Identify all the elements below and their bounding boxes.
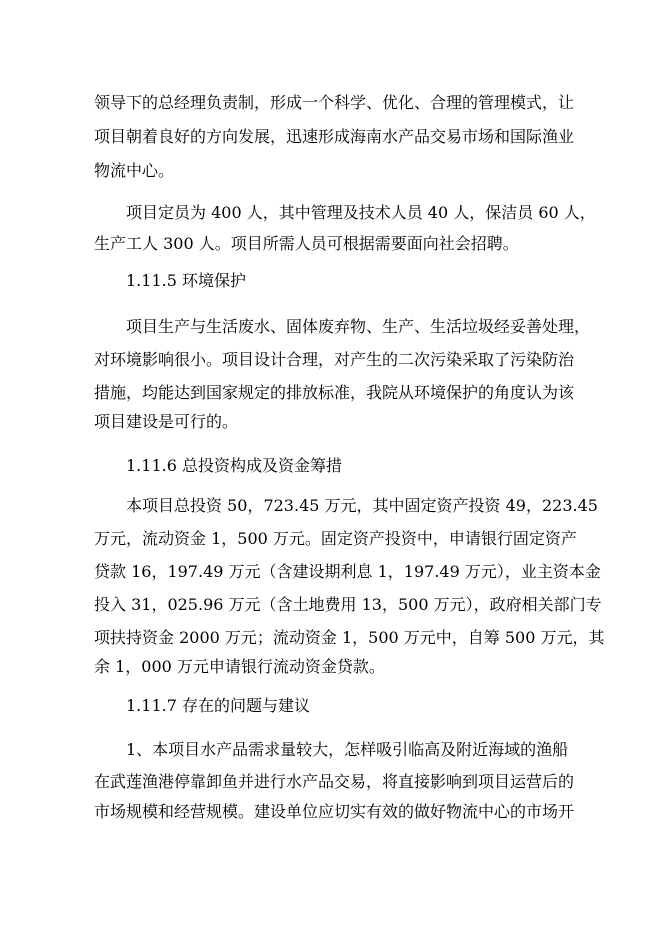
paragraph-line: 贷款 16，197.49 万元（含建设期利息 1，197.49 万元），业主资本金 [94,562,601,581]
paragraph-line: 市场规模和经营规模。建设单位应切实有效的做好物流中心的市场开 [94,802,575,821]
paragraph-line: 项目建设是可行的。 [94,412,239,431]
paragraph-line: 1、本项目水产品需求量较大，怎样吸引临高及附近海域的渔船 [126,740,569,759]
paragraph-line: 对环境影响很小。项目设计合理，对产生的二次污染采取了污染防治 [94,350,575,369]
paragraph-line: 在武莲渔港停靠卸鱼并进行水产品交易，将直接影响到项目运营后的 [94,772,575,791]
section-heading: 1.11.7 存在的问题与建议 [126,696,310,715]
paragraph-line: 项目朝着良好的方向发展，迅速形成海南水产品交易市场和国际渔业 [94,127,575,146]
paragraph-line: 投入 31，025.96 万元（含土地费用 13，500 万元），政府相关部门专 [94,595,602,614]
paragraph-line: 本项目总投资 50，723.45 万元，其中固定资产投资 49，223.45 [126,496,598,515]
paragraph-line: 项扶持资金 2000 万元；流动资金 1，500 万元中，自筹 500 万元，其 [94,628,605,647]
paragraph-line: 万元，流动资金 1，500 万元。固定资产投资中，申请银行固定资产 [94,529,577,548]
paragraph-line: 物流中心。 [94,161,175,180]
paragraph-line: 领导下的总经理负责制，形成一个科学、优化、合理的管理模式，让 [94,93,575,112]
paragraph-line: 生产工人 300 人。项目所需人员可根据需要面向社会招聘。 [94,234,519,253]
paragraph-line: 项目生产与生活废水、固体废弃物、生产、生活垃圾经妥善处理， [126,317,591,336]
section-heading: 1.11.5 环境保护 [126,271,246,290]
paragraph-line: 余 1，000 万元申请银行流动资金贷款。 [94,657,385,676]
section-heading: 1.11.6 总投资构成及资金筹措 [126,456,342,475]
paragraph-line: 措施，均能达到国家规定的排放标准，我院从环境保护的角度认为该 [94,383,575,402]
paragraph-line: 项目定员为 400 人，其中管理及技术人员 40 人，保洁员 60 人， [126,203,596,222]
